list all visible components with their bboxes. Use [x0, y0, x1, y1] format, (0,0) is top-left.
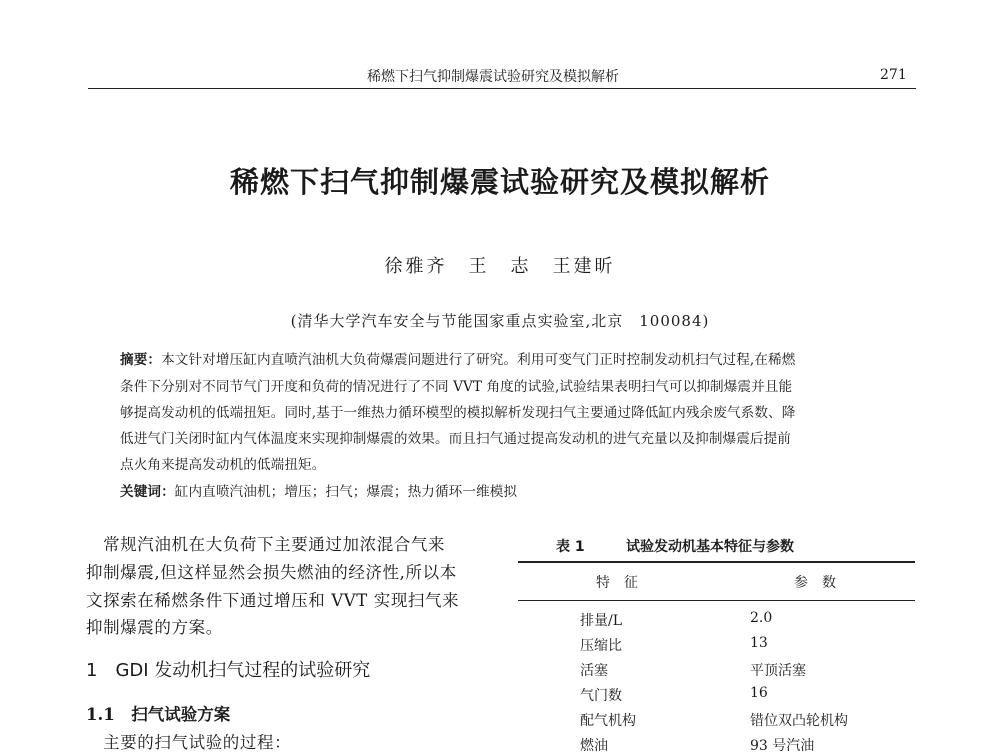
page-number: 271 [880, 67, 907, 83]
body-line: 文探索在稀燃条件下通过增压和 VVT 实现扫气来 [86, 591, 460, 610]
table-cell-value: 2.0 [750, 610, 773, 626]
page-title: 稀燃下扫气抑制爆震试验研究及模拟解析 [229, 165, 770, 199]
table-cell-feature: 配气机构 [580, 713, 636, 729]
table-cell-value: 错位双凸轮机构 [750, 713, 848, 729]
authors: 徐雅齐 王 志 王建昕 [384, 256, 616, 277]
keywords-label: 关键词： [120, 484, 175, 500]
abstract-line [120, 348, 795, 368]
body-line: 抑制爆震,但这样显然会损失燃油的经济性,所以本 [86, 563, 457, 582]
body-line: 常规汽油机在大负荷下主要通过加浓混合气来 [86, 535, 446, 554]
header-rule [88, 88, 916, 89]
table-cell-value: 93 号汽油 [750, 738, 815, 754]
table-cell-feature: 排量/L [580, 613, 623, 629]
abstract-label: 摘要： [120, 352, 162, 368]
body-line: 主要的扫气试验的过程： [86, 733, 292, 752]
running-header-title: 稀燃下扫气抑制爆震试验研究及模拟解析 [367, 69, 619, 85]
table-header-parameter: 参 数 [794, 575, 836, 591]
body-line: 抑制爆震的方案。 [86, 618, 223, 637]
abstract-line: 条件下分别对不同节气门开度和负荷的情况进行了不同 VVT 角度的试验,试验结果表明扫气可以抑制爆震并且能 [120, 379, 793, 395]
section-heading: 1 GDI 发动机扫气过程的试验研究 [86, 660, 371, 681]
abstract-line: 点火角来提高发动机的低端扭矩。 [120, 457, 326, 473]
keywords [120, 480, 517, 500]
table-cell-feature: 气门数 [580, 688, 622, 704]
table-top-rule [518, 561, 915, 563]
table-cell-feature: 活塞 [580, 663, 608, 679]
abstract-line: 够提高发动机的低端扭矩。同时,基于一维热力循环模型的模拟解析发现扫气主要通过降低缸内残余废气系数、降 [120, 405, 796, 421]
keywords-text: 缸内直喷汽油机；增压；扫气；爆震；热力循环一维模拟 [174, 484, 518, 500]
abstract-line: 低进气门关闭时缸内气体温度来实现抑制爆震的效果。而且扫气通过提高发动机的进气充量以及抑制爆震后提前 [120, 431, 791, 447]
abstract-text: 本文针对增压缸内直喷汽油机大负荷爆震问题进行了研究。利用可变气门正时控制发动机扫气过程,在稀燃 [161, 352, 796, 368]
table-cell-value: 16 [750, 685, 768, 701]
table-label: 表 1 [556, 539, 585, 555]
table-cell-value: 13 [750, 635, 768, 651]
table-caption: 试验发动机基本特征与参数 [626, 539, 794, 555]
subsection-heading: 1.1 扫气试验方案 [86, 705, 231, 724]
table-header-feature: 特 征 [596, 575, 638, 591]
table-cell-feature: 燃油 [580, 738, 608, 754]
table-cell-feature: 压缩比 [580, 638, 622, 654]
affiliation: (清华大学汽车安全与节能国家重点实验室,北京 100084) [290, 312, 710, 330]
table-cell-value: 平顶活塞 [750, 663, 806, 679]
table-header-rule [518, 600, 915, 601]
